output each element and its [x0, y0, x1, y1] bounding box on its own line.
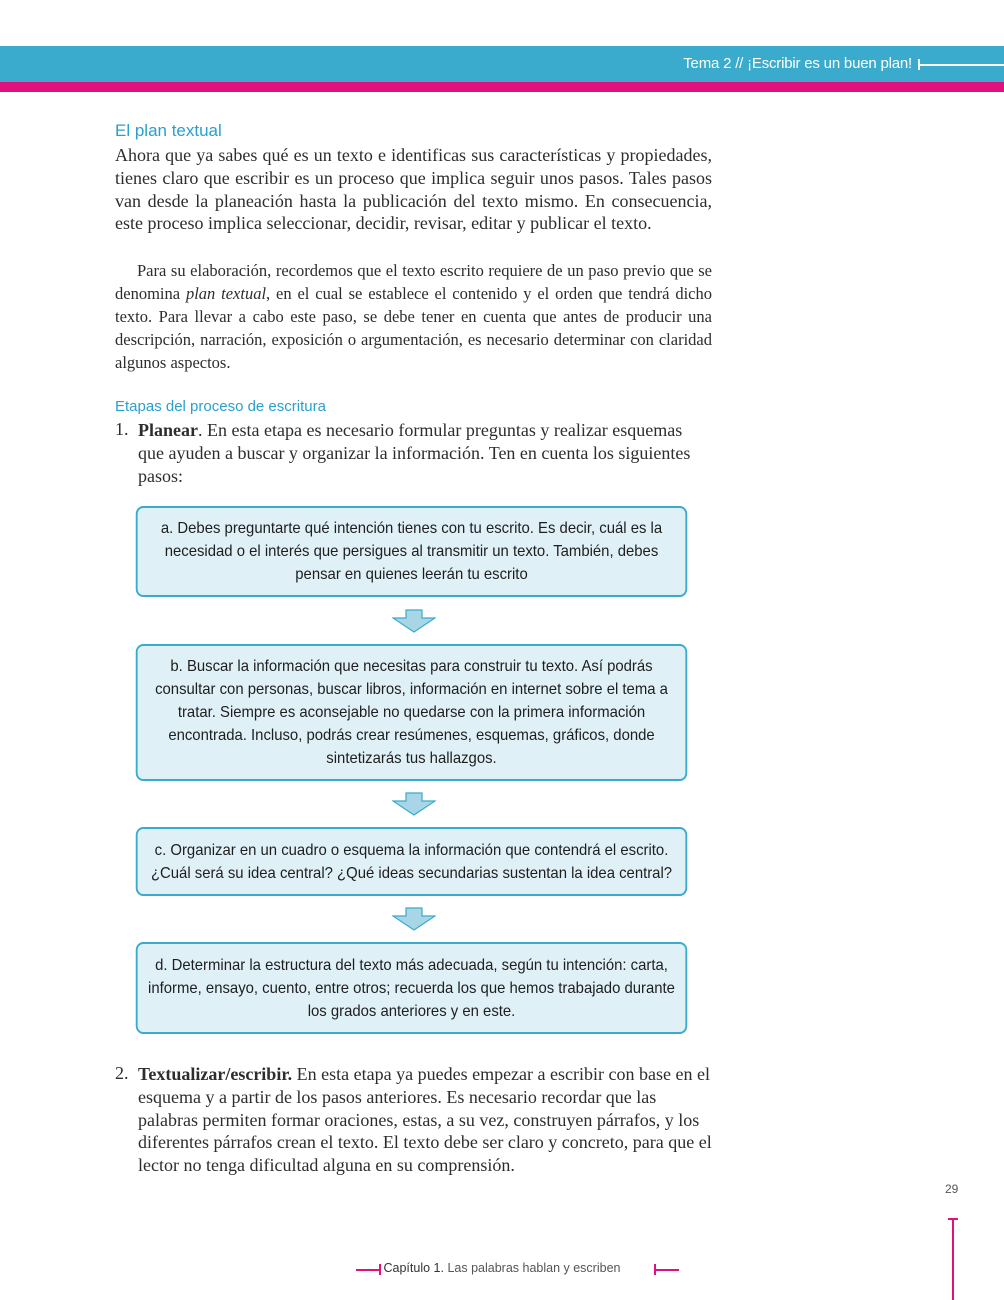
- step-box-a: [136, 506, 687, 597]
- down-arrow-icon: [392, 792, 436, 816]
- step-d-text: d. Determinar la estructura del texto más adecuada, según tu intención: carta, informe, ensayo, cuento, entre otros; recuerda los que hemos trabajado durante los grados anteriores y en este.: [148, 956, 675, 1020]
- plan-paragraph-text: Para su elaboración, recordemos que el texto escrito requiere de un paso previo que se denomina: [115, 261, 712, 303]
- stage-2-text: [138, 1063, 712, 1177]
- stage-2-description: En esta etapa ya puedes empezar a escribir con base en el esquema y a partir de los pasos anteriores. Es necesario recordar que las palabras permiten formar oraciones, estas, a su vez, construyen párrafos, y los diferentes párrafos crean el texto. El texto debe ser claro y concreto, para que el lector no tenga dificultad alguna en su comprensión.: [138, 1064, 712, 1176]
- step-box-d: [136, 942, 687, 1034]
- footer: [0, 1261, 1004, 1275]
- stage-2-title: Textualizar/escribir.: [138, 1064, 293, 1084]
- list-number-1: 1.: [115, 419, 129, 439]
- pink-accent-band: [0, 82, 1004, 92]
- plan-textual-term: plan textual: [185, 284, 267, 303]
- step-box-c: [136, 827, 687, 896]
- side-marker-bar: [952, 1220, 954, 1300]
- stages-title: Etapas del proceso de escritura: [115, 398, 326, 415]
- down-arrow-icon: [392, 907, 436, 931]
- header-rule: [918, 64, 1004, 66]
- section-title: El plan textual: [115, 121, 222, 140]
- stage-1-description: . En esta etapa es necesario formular preguntas y realizar esquemas que ayuden a buscar y organizar la información. Ten en cuenta los siguientes pasos:: [138, 420, 691, 486]
- down-arrow-icon: [392, 609, 436, 633]
- intro-paragraph: Ahora que ya sabes qué es un texto e identificas sus características y propiedades, tienes claro que escribir es un proceso que implica seguir unos pasos. Tales pasos van desde la planeación hasta la publicación del texto mismo. En consecuencia, este proceso implica seleccionar, decidir, revisar, editar y publicar el texto.: [115, 145, 712, 234]
- chapter-topic-title: Tema 2 // ¡Escribir es un buen plan!: [683, 55, 912, 72]
- chapter-label: Capítulo 1.: [383, 1261, 444, 1275]
- step-b-text: b. Buscar la información que necesitas para construir tu texto. Así podrás consultar con personas, buscar libros, información en internet sobre el tema a tratar. Siempre es aconsejable no quedarse con la primera información encontrada. Incluso, podrás crear resúmenes, esquemas, gráficos, donde sintetizarás tus hallazgos.: [155, 658, 668, 767]
- step-box-b: [136, 644, 687, 781]
- step-a-text: a. Debes preguntarte qué intención tienes con tu escrito. Es decir, cuál es la necesidad o el interés que persigues al transmitir un texto. También, debes pensar en quienes leerán tu escrito: [160, 520, 663, 583]
- plan-paragraph-text-end: , en el cual se establece el contenido y el orden que tendrá dicho texto. Para llevar a cabo este paso, se debe tener en cuenta que antes de producir una descripción, narración, exposición o argumentación, es necesario determinar con claridad algunos aspectos.: [115, 284, 712, 372]
- stage-1-title: Planear: [138, 420, 198, 440]
- plan-paragraph: [115, 259, 712, 374]
- step-c-text: c. Organizar en un cuadro o esquema la información que contendrá el escrito. ¿Cuál será su idea central? ¿Qué ideas secundarias sustentan la idea central?: [150, 841, 673, 882]
- list-number-2: 2.: [115, 1063, 129, 1083]
- footer-rule-right: [655, 1269, 679, 1271]
- stage-1-text: [138, 419, 694, 487]
- page-number: 29: [945, 1182, 959, 1196]
- chapter-title: Las palabras hablan y escriben: [447, 1261, 621, 1275]
